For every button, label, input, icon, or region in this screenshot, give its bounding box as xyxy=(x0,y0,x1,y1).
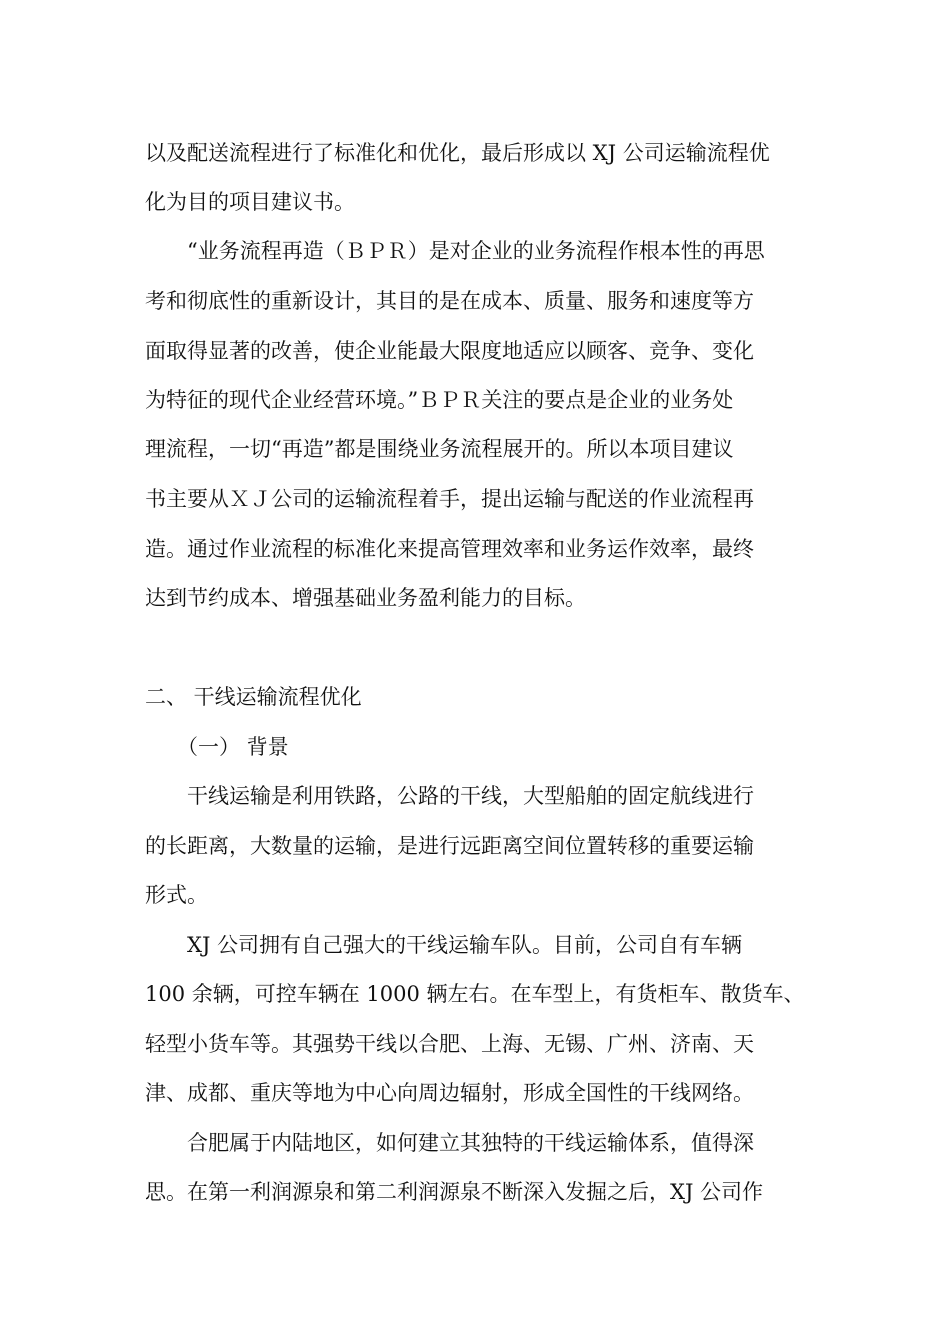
text-line: 造。通过作业流程的标准化来提高管理效率和业务运作效率，最终 xyxy=(145,537,754,561)
text-line: XJ 公司拥有自己强大的干线运输车队。目前，公司自有车辆 xyxy=(187,933,743,957)
text-line: 达到节约成本、增强基础业务盈利能力的目标。 xyxy=(145,586,586,610)
text-line: 形式。 xyxy=(145,883,208,907)
text-line: 津、成都、重庆等地为中心向周边辐射，形成全国性的干线网络。 xyxy=(145,1081,754,1105)
text-line: 合肥属于内陆地区，如何建立其独特的干线运输体系，值得深 xyxy=(187,1131,754,1155)
text-line: 的长距离，大数量的运输，是进行远距离空间位置转移的重要运输 xyxy=(145,834,754,858)
section-heading: 二、 干线运输流程优化 xyxy=(145,685,362,709)
text-line: 为特征的现代企业经营环境。”ＢＰＲ关注的要点是企业的业务处 xyxy=(145,388,734,412)
text-line: 100 余辆，可控车辆在 1000 辆左右。在车型上，有货柜车、散货车、 xyxy=(145,982,805,1006)
text-line: 面取得显著的改善，使企业能最大限度地适应以顾客、竞争、变化 xyxy=(145,339,754,363)
text-line: 理流程，一切“再造”都是围绕业务流程展开的。所以本项目建议 xyxy=(145,437,734,461)
text-line: 思。在第一利润源泉和第二利润源泉不断深入发掘之后，XJ 公司作 xyxy=(145,1180,764,1204)
text-line: 化为目的项目建议书。 xyxy=(145,190,355,214)
text-line: 干线运输是利用铁路，公路的干线，大型船舶的固定航线进行 xyxy=(187,784,754,808)
text-line: 书主要从ＸＪ公司的运输流程着手，提出运输与配送的作业流程再 xyxy=(145,487,754,511)
text-line: 考和彻底性的重新设计，其目的是在成本、质量、服务和速度等方 xyxy=(145,289,754,313)
subsection-heading: （一） 背景 xyxy=(177,735,289,759)
text-line: 轻型小货车等。其强势干线以合肥、上海、无锡、广州、济南、天 xyxy=(145,1032,754,1056)
text-line: “业务流程再造（ＢＰＲ）是对企业的业务流程作根本性的再思 xyxy=(187,239,765,263)
text-line: 以及配送流程进行了标准化和优化，最后形成以 XJ 公司运输流程优 xyxy=(145,141,770,165)
